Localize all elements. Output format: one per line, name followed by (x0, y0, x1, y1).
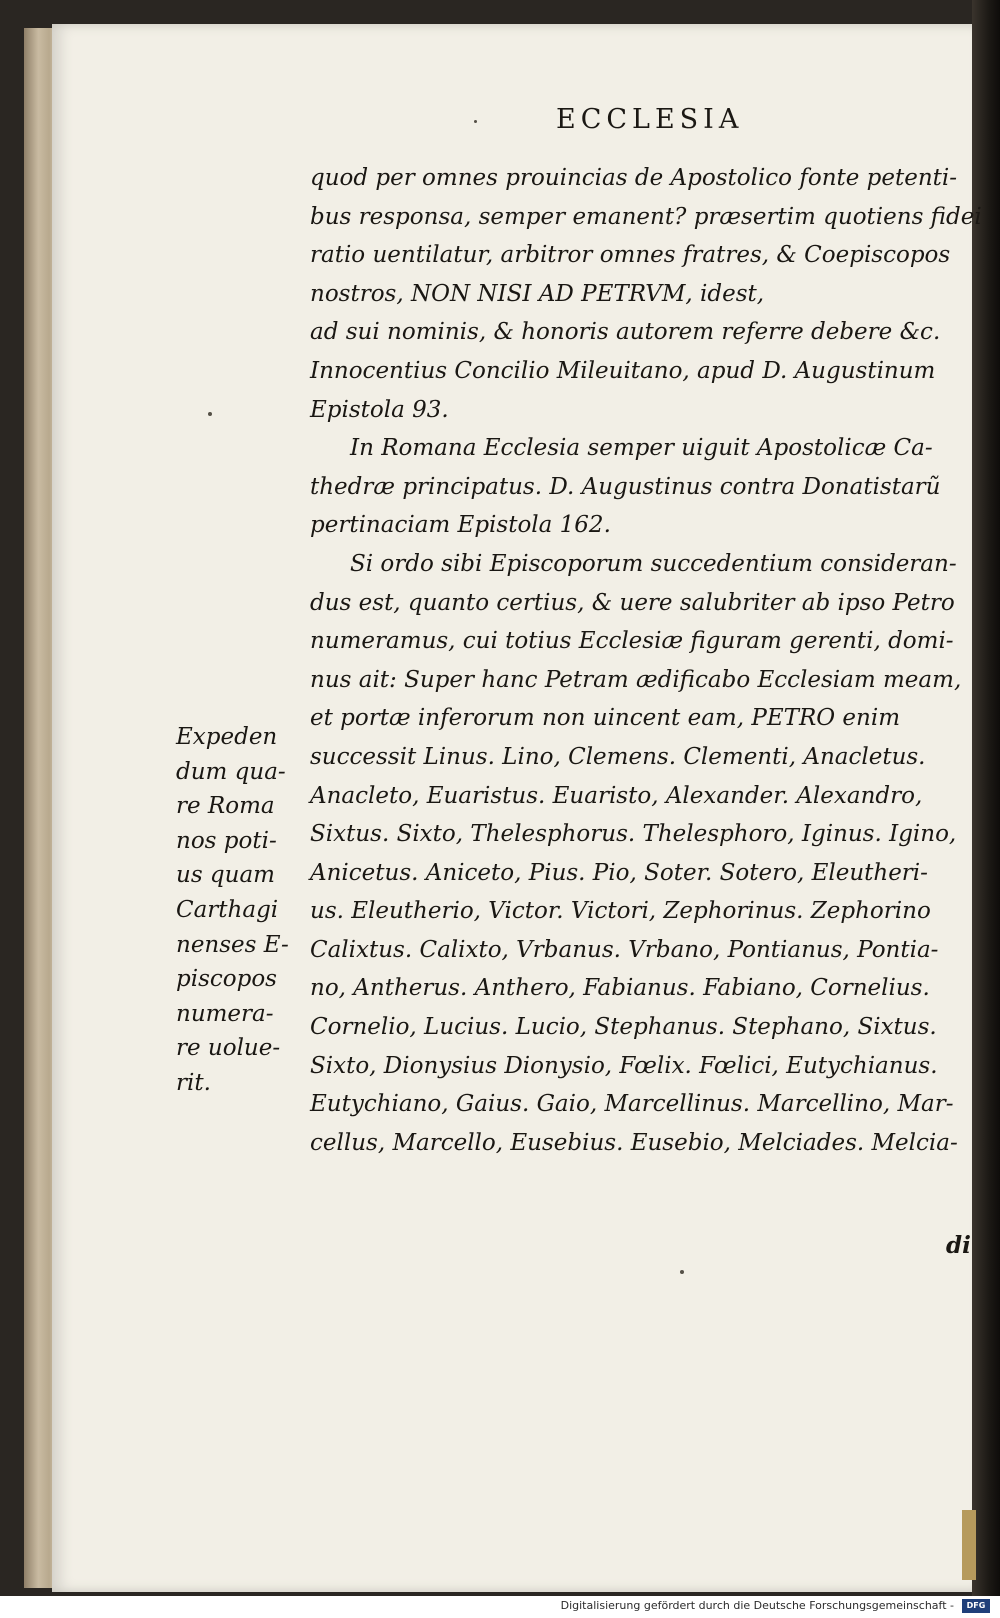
text-line: Eutychiano, Gaius. Gaio, Marcellinus. Marcellino, Mar- (310, 1091, 954, 1118)
marginal-note-line: dum qua- (176, 758, 286, 785)
text-line: Sixtus. Sixto, Thelesphorus. Thelesphoro, Iginus. Igino, (310, 821, 957, 848)
text-line: numeramus, cui totius Ecclesiæ figuram gerenti, domi- (310, 628, 954, 655)
text-line: Innocentius Concilio Mileuitano, apud D. Augustinum (310, 357, 936, 384)
text-line: Si ordo sibi Episcoporum succedentium consideran- (350, 550, 957, 577)
text-line: us. Eleutherio, Victor. Victori, Zephorinus. Zephorino (310, 898, 931, 925)
marginal-note-line: piscopos (176, 966, 277, 993)
marginal-note-line: rit. (176, 1069, 211, 1096)
page-tab-marker (962, 1510, 976, 1580)
text-line: successit Linus. Lino, Clemens. Clementi, Anacletus. (310, 743, 926, 770)
text-line: ratio uentilatur, arbitror omnes fratres, & Coepiscopos (310, 242, 951, 269)
text-line: nus ait: Super hanc Petram ædificabo Ecclesiam meam, (310, 666, 962, 693)
text-line: nostros, NON NISI AD PETRVM, idest, (310, 280, 765, 307)
text-line: Anacleto, Euaristus. Euaristo, Alexander. Alexandro, (310, 782, 923, 809)
text-line: no, Antherus. Anthero, Fabianus. Fabiano, Cornelius. (310, 975, 930, 1002)
text-line: et portæ inferorum non uincent eam, PETRO enim (310, 705, 901, 732)
text-line: pertinaciam Epistola 162. (310, 512, 611, 539)
ink-speck (208, 412, 212, 416)
text-line: ad sui nominis, & honoris autorem referre debere &c. (310, 319, 941, 346)
catchword: di (946, 1232, 971, 1259)
body-text (310, 159, 980, 1162)
marginal-note (176, 720, 306, 1101)
text-line: bus responsa, semper emanent? præsertim quotiens fidei (310, 203, 982, 230)
text-line: quod per omnes prouincias de Apostolico fonte petenti- (310, 165, 958, 191)
marginal-note-line: re uolue- (176, 1035, 281, 1062)
text-line: Sixto, Dionysius Dionysio, Fœlix. Fœlici, Eutychianus. (310, 1052, 938, 1079)
dfg-logo: DFG (962, 1599, 990, 1613)
text-line: Epistola 93. (310, 396, 449, 423)
marginal-note-line: numera- (176, 1000, 274, 1027)
text-line: cellus, Marcello, Eusebius. Eusebio, Melciades. Melcia- (310, 1129, 958, 1156)
footer-credit: Digitalisierung gefördert durch die Deutsche Forschungsgemeinschaft - (560, 1599, 954, 1612)
text-line: Calixtus. Calixto, Vrbanus. Vrbano, Pontianus, Pontia- (310, 936, 939, 963)
text-line: Anicetus. Aniceto, Pius. Pio, Soter. Sotero, Eleutheri- (310, 859, 928, 886)
text-line: dus est, quanto certius, & uere salubriter ab ipso Petro (310, 589, 955, 616)
marginal-note-line: us quam (176, 862, 275, 889)
marginal-note-line: Carthagi (176, 896, 279, 923)
running-head: ECCLESIA (556, 104, 744, 135)
text-line: thedræ principatus. D. Augustinus contra Donatistarũ (310, 473, 941, 500)
ink-speck (474, 120, 477, 123)
text-line: Cornelio, Lucius. Lucio, Stephanus. Stephano, Sixtus. (310, 1014, 937, 1041)
ink-speck (680, 1270, 684, 1274)
text-line: In Romana Ecclesia semper uiguit Apostolicæ Ca- (350, 435, 933, 462)
marginal-note-line: nenses E- (176, 931, 289, 958)
marginal-note-line: nos poti- (176, 827, 277, 854)
marginal-note-line: Expeden (176, 724, 278, 750)
marginal-note-line: re Roma (176, 793, 275, 820)
